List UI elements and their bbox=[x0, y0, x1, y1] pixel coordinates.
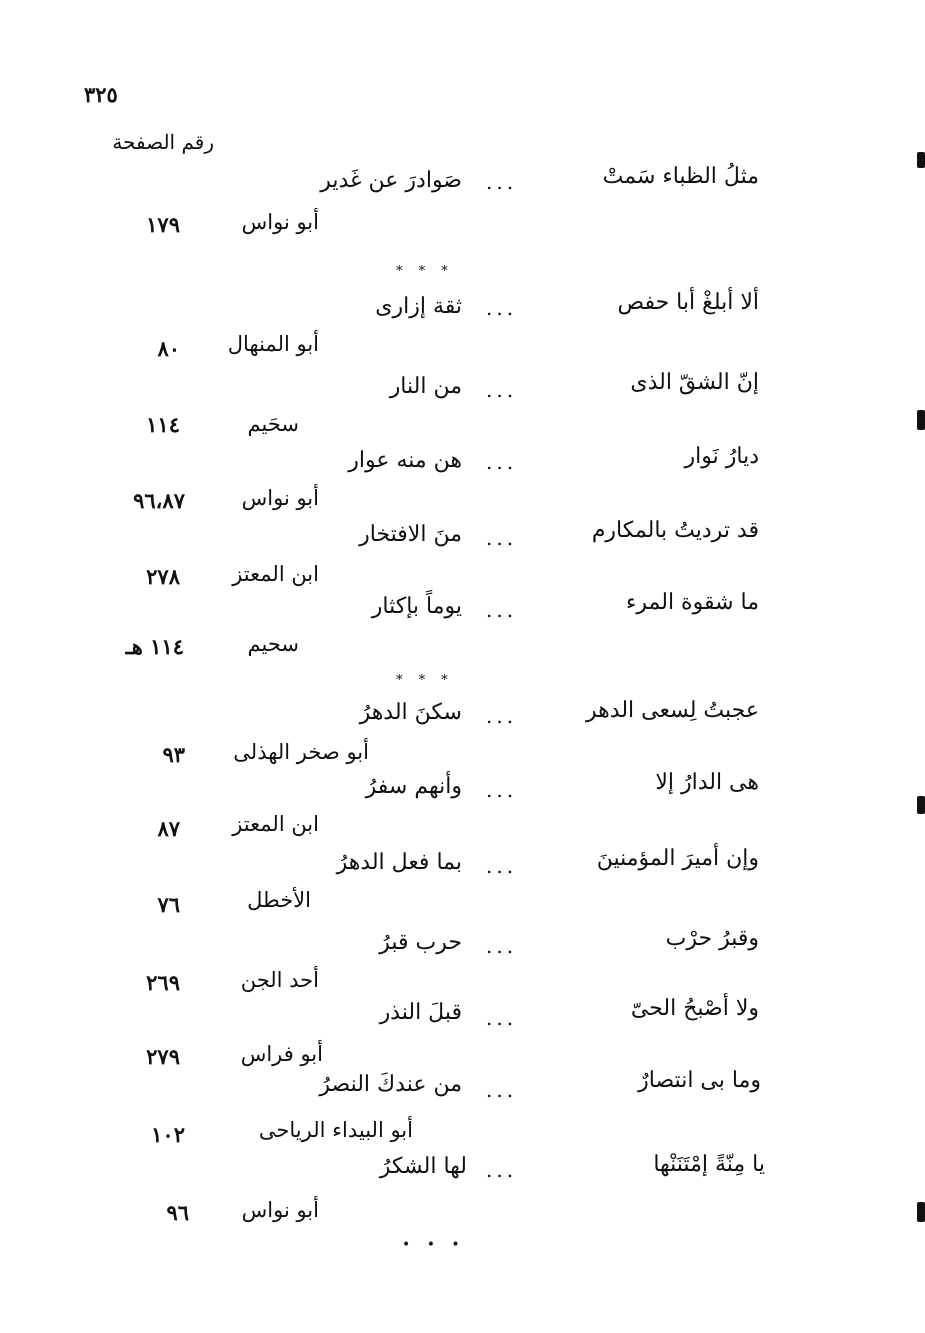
rhyme-word: وأنهم سفرُ bbox=[365, 774, 462, 799]
ellipsis: ... bbox=[486, 778, 518, 802]
first-hemistich: ولا أصْبحُ الحىّ bbox=[630, 996, 759, 1021]
page-reference: ٢٦٩ bbox=[146, 970, 180, 995]
ellipsis: ... bbox=[486, 598, 518, 622]
rhyme-word: هن منه عوار bbox=[348, 448, 462, 473]
ellipsis: ... bbox=[486, 704, 518, 728]
poet-name: أحد الجن bbox=[240, 968, 319, 992]
first-hemistich: وقبرُ حرْب bbox=[665, 926, 759, 951]
rhyme-word: سكنَ الدهرُ bbox=[359, 700, 462, 725]
poet-name: أبو نواس bbox=[241, 210, 319, 234]
section-separator: * * * bbox=[396, 264, 454, 279]
poet-name: سحيم bbox=[247, 632, 299, 656]
scan-edge-mark bbox=[917, 796, 925, 814]
column-header: رقم الصفحة bbox=[112, 130, 214, 154]
page-reference: ٩٦،٨٧ bbox=[133, 488, 185, 513]
rhyme-word: قبلَ النذر bbox=[379, 1000, 462, 1025]
first-hemistich: قد ترديتُ بالمكارم bbox=[591, 518, 759, 543]
ellipsis: ... bbox=[486, 450, 518, 474]
page-reference: ١١٤ bbox=[146, 412, 180, 437]
scan-edge-mark bbox=[917, 1202, 925, 1222]
poet-name: أبو نواس bbox=[241, 1198, 319, 1222]
page-reference: ٨٧ bbox=[157, 816, 180, 841]
rhyme-word: صَوادرَ عن غَدير bbox=[320, 168, 462, 193]
rhyme-word: يوماً بإكثار bbox=[371, 594, 462, 619]
ellipsis: ... bbox=[486, 854, 518, 878]
end-separator: • • • bbox=[402, 1237, 466, 1253]
rhyme-word: ثقة إزارى bbox=[375, 294, 462, 319]
ellipsis: ... bbox=[486, 934, 518, 958]
first-hemistich: مثلُ الظباء سَمتْ bbox=[602, 164, 759, 189]
poet-name: ابن المعتز bbox=[232, 562, 319, 586]
first-hemistich: ما شقوة المرء bbox=[626, 590, 759, 615]
page-reference: ١٠٢ bbox=[151, 1122, 185, 1147]
poet-name: أبو فراس bbox=[240, 1042, 323, 1066]
page-reference: ٩٦ bbox=[166, 1200, 189, 1225]
first-hemistich: وما بى انتصارٌ bbox=[638, 1068, 761, 1093]
page-reference: ١١٤ هـ bbox=[125, 634, 184, 659]
poet-name: أبو صخر الهذلى bbox=[233, 740, 369, 764]
page-reference: ٢٧٨ bbox=[146, 564, 180, 589]
page-reference: ٧٦ bbox=[157, 892, 180, 917]
page-reference: ١٧٩ bbox=[146, 212, 180, 237]
rhyme-word: لها الشكرُ bbox=[379, 1154, 467, 1179]
rhyme-word: بما فعل الدهرُ bbox=[336, 850, 462, 875]
ellipsis: ... bbox=[486, 378, 518, 402]
ellipsis: ... bbox=[486, 1158, 518, 1182]
ellipsis: ... bbox=[486, 296, 518, 320]
poet-name: الأخطل bbox=[247, 888, 311, 912]
ellipsis: ... bbox=[486, 170, 518, 194]
scan-edge-mark bbox=[917, 152, 925, 168]
page-reference: ٩٣ bbox=[162, 742, 185, 767]
page-reference: ٨٠ bbox=[157, 336, 180, 361]
first-hemistich: هى الدارُ إلا bbox=[655, 770, 759, 795]
first-hemistich: يا مِنّةً إمْتَنَنْها bbox=[653, 1152, 765, 1177]
first-hemistich: ألا أبلغْ أبا حفص bbox=[617, 290, 759, 315]
rhyme-word: من عندكَ النصرُ bbox=[319, 1072, 462, 1097]
poet-name: أبو البيداء الرياحى bbox=[258, 1118, 413, 1142]
poet-name: أبو نواس bbox=[241, 486, 319, 510]
first-hemistich: إنّ الشقّ الذى bbox=[630, 370, 759, 395]
first-hemistich: وإن أميرَ المؤمنينَ bbox=[596, 846, 759, 871]
rhyme-word: منَ الافتخار bbox=[359, 522, 462, 547]
poet-name: ابن المعتز bbox=[232, 812, 319, 836]
poet-name: أبو المنهال bbox=[227, 332, 319, 356]
rhyme-word: من النار bbox=[389, 374, 462, 399]
page-number: ٣٢٥ bbox=[84, 82, 118, 107]
first-hemistich: عجبتُ لِسعى الدهر bbox=[586, 698, 759, 723]
ellipsis: ... bbox=[486, 526, 518, 550]
section-separator: * * * bbox=[396, 673, 454, 688]
rhyme-word: حرب قبرُ bbox=[379, 930, 462, 955]
scan-edge-mark bbox=[917, 410, 925, 430]
page-reference: ٢٧٩ bbox=[146, 1044, 180, 1069]
first-hemistich: ديارُ نَوار bbox=[684, 444, 759, 469]
poet-name: سحَيم bbox=[247, 412, 299, 436]
ellipsis: ... bbox=[486, 1006, 518, 1030]
ellipsis: ... bbox=[486, 1078, 518, 1102]
